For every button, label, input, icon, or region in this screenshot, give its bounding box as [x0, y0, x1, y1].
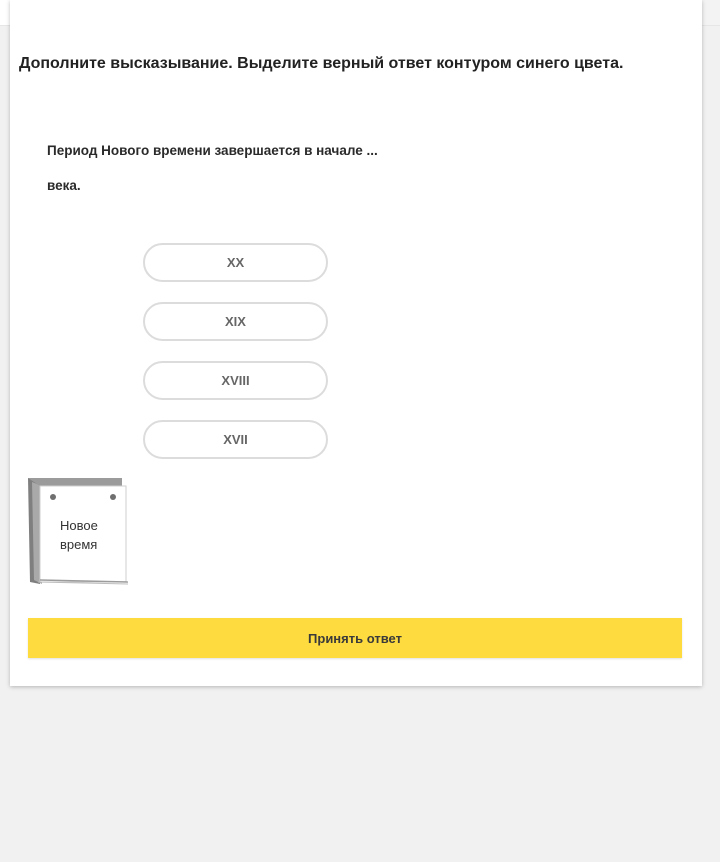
submit-answer-button[interactable]: Принять ответ	[28, 618, 682, 658]
calendar-label	[60, 516, 112, 554]
question-text-continuation: века.	[47, 178, 81, 193]
answer-option-xix[interactable]: XIX	[143, 302, 328, 341]
answer-option-xvii[interactable]: XVII	[143, 420, 328, 459]
question-text: Период Нового времени завершается в начале ...	[47, 143, 378, 158]
calendar-label-line1: Новое	[60, 518, 98, 533]
calendar-label-line2: время	[60, 537, 98, 552]
task-title: Дополните высказывание. Выделите верный ответ контуром синего цвета.	[19, 55, 624, 72]
calendar-illustration	[26, 476, 130, 588]
answer-option-xviii[interactable]: XVIII	[143, 361, 328, 400]
answer-option-xx[interactable]: XX	[143, 243, 328, 282]
